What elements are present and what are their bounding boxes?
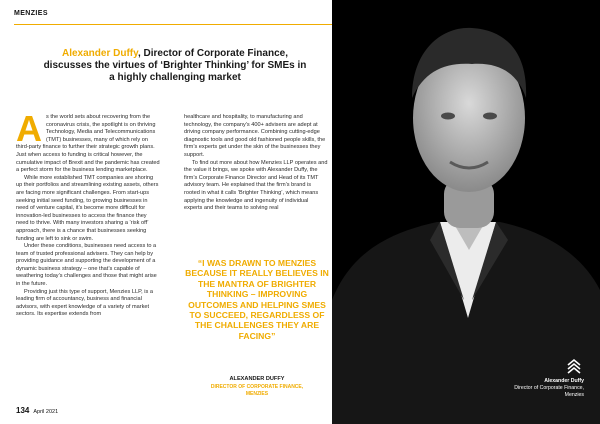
portrait-photo xyxy=(332,0,600,424)
pull-quote-role-line: DIRECTOR OF CORPORATE FINANCE, xyxy=(210,384,304,390)
article-right-column xyxy=(184,114,328,256)
folio xyxy=(16,406,58,415)
article-paragraph: While more established TMT companies are shoring up their portfolios and streamlining existing assets, others are facing more significant challenges. From start-ups seeking initial seed funding, to growing businesses in need of venture capital, it’s become more difficult for innovation-led businesses to access the finance they need to thrive. With many investors sharing a ‘risk off’ approach, there is a chance that businesses seeking funding are left to sink or swim. xyxy=(16,174,159,242)
photo-caption xyxy=(514,378,584,399)
pull-quote-name: ALEXANDER DUFFY xyxy=(229,376,285,382)
article-left-column xyxy=(16,114,160,400)
pull-quote-role-line: MENZIES xyxy=(245,390,269,397)
caption-company: Menzies xyxy=(564,392,584,398)
article-paragraph: Providing just this type of support, Menzies LLP, is a leading firm of accountancy, business and financial advisors, with expert knowledge of a variety of market sectors. Its expertise extends from xyxy=(16,288,153,318)
caption-name: Alexander Duffy xyxy=(544,378,584,384)
pull-quote-role xyxy=(182,384,332,397)
article-paragraph: Under these conditions, businesses need access to a team of trusted professional advisers. They can help by providing guidance and supporting the development of a dynamic business strategy – one that’s capable of weathering today’s challenges and those that might arise in the future. xyxy=(16,243,157,288)
article-paragraph xyxy=(16,114,160,175)
portrait-illustration xyxy=(332,0,600,424)
standfirst-text: , Director of Corporate Finance, discusses the virtues of ‘Brighter Thinking’ for SMEs in a highly challenging market xyxy=(43,48,307,83)
menzies-chevron-logo-icon xyxy=(566,358,582,374)
article-paragraph: healthcare and hospitality, to manufacturing and technology, the company’s 400+ advisers are adept at driving company performance. Combining cutting-edge diagnostic tools and good old fashioned people skills, the firm’s experts get under the skin of the businesses they support. xyxy=(184,114,326,158)
section-label: MENZIES xyxy=(14,10,48,17)
standfirst xyxy=(40,48,310,84)
issue-date: April 2021 xyxy=(33,409,59,415)
standfirst-name: Alexander Duffy xyxy=(62,48,138,59)
article-paragraph: To find out more about how Menzies LLP operates and the value it brings, we spoke with Alexander Duffy, the firm’s Corporate Finance Director and Head of its TMT advisory team. He explained that the firm’s brand is rooted in what it calls ‘Brighter Thinking’, which means applying the knowledge and ingenuity of individual experts and their teams to solving real xyxy=(184,159,328,212)
section-rule xyxy=(14,24,366,25)
drop-cap: A xyxy=(16,114,42,149)
pull-quote: “I WAS DRAWN TO MENZIES BECAUSE IT REALLY BELIEVES IN THE MANTRA OF BRIGHTER THINKING – IMPROVING OUTCOMES AND HELPING SMES TO SUCCEED, REGARDLESS OF THE CHALLENGES THEY ARE FACING” xyxy=(185,258,329,341)
paragraph-text: s the world sets about recovering from the coronavirus crisis, the spotlight is on thriving Technology, Media and Telecommunications (TMT) businesses, many of which rely on third-party finance to further their strategic growth plans. Just when access to funding is critical however, the cumulative impact of Brexit and the pandemic has created a perfect storm for the business lending marketplace. xyxy=(16,114,160,174)
caption-role: Director of Corporate Finance, xyxy=(514,385,584,391)
page-number: 134 xyxy=(16,406,30,415)
